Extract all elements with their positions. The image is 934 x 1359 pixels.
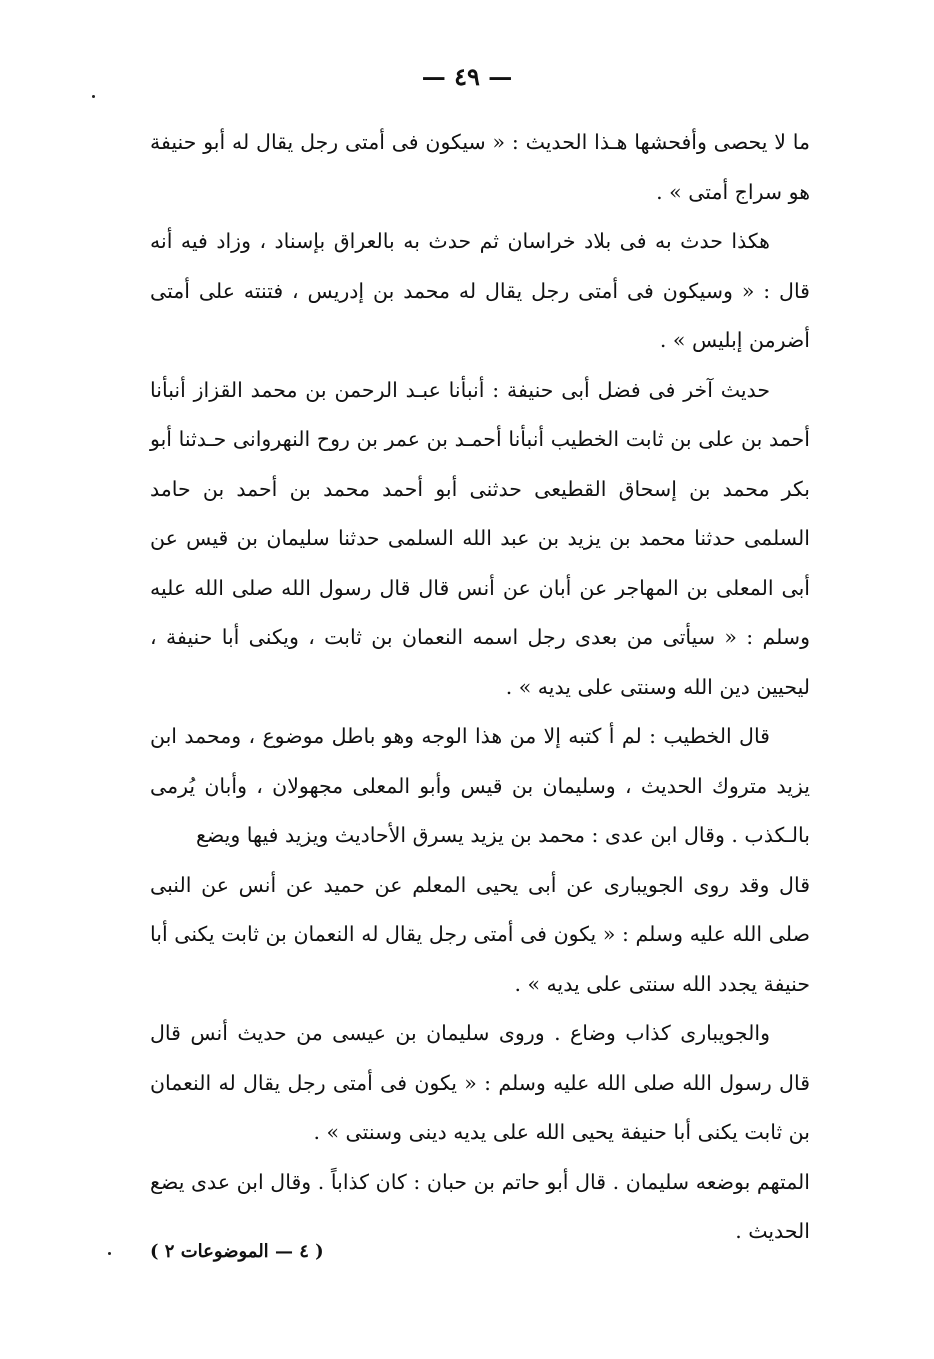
page-number: — ٤٩ — (421, 62, 513, 91)
paragraph: حديث آخر فى فضل أبى حنيفة : أنبأنا عبـد الرحمن بن محمد القزاز أنبأنا أحمد بن على بن ثابت الخطيب أنبأنا أحمـد بن عمر بن روح النهروانى حـدثنا أبو بكر محمد بن إسحاق القطيعى حدثنى أبو أحمد محمد بن أحمد بن حامد السلمى حدثنا محمد بن يزيد بن عبد الله السلمى حدثنا سليمان بن قيس عن أبى المعلى بن المهاجر عن أبان عن أنس قال قال رسول الله صلى الله عليه وسلم : « سيأتى من بعدى رجل اسمه النعمان بن ثابت ، ويكنى أبا حنيفة ، ليحيين دين الله وسنتى على يديه » . (150, 377, 810, 699)
scan-speck (92, 95, 95, 98)
paragraph: قال وقد روى الجويبارى عن أبى يحيى المعلم عن حميد عن أنس عن النبى صلى الله عليه وسلم : « يكون فى أمتى رجل يقال له النعمان بن ثابت يكنى أبا حنيفة يجدد الله سنتى على يديه » . (150, 872, 810, 996)
scan-speck (108, 1252, 111, 1255)
paragraph: قال الخطيب : لم أ كتبه إلا من هذا الوجه وهو باطل موضوع ، ومحمد ابن يزيد متروك الحديث ، وسليمان بن قيس وأبو المعلى مجهولان ، وأبان يُرمى بالـكذب . وقال ابن عدى : محمد بن يزيد يسرق الأحاديث ويزيد فيها ويضع (150, 724, 810, 847)
paragraph: هكذا حدث به فى بلاد خراسان ثم حدث به بالعراق بإسناد ، وزاد فيه أنه قال : « وسيكون فى أمتى رجل يقال له محمد بن إدريس ، فتنته على أمتى أضرمن إبليس » . (150, 229, 810, 352)
paragraph: ما لا يحصى وأفحشها هـذا الحديث : « سيكون فى أمتى رجل يقال له أبو حنيفة هو سراج أمتى » . (150, 130, 810, 204)
paragraph: والجويبارى كذاب وضاع . وروى سليمان بن عيسى من حديث أنس قال قال رسول الله صلى الله عليه وسلم : « يكون فى أمتى رجل يقال له النعمان بن ثابت يكنى أبا حنيفة يحيى الله على يديه دينى وسنتى » . (150, 1021, 810, 1144)
footer-signature: ( ٤ — الموضوعات ٢ ) (150, 1241, 324, 1262)
paragraph: المتهم بوضعه سليمان . قال أبو حاتم بن حبان : كان كذاباً . وقال ابن عدى يضع الحديث . (150, 1169, 810, 1243)
body-text (150, 118, 810, 1257)
